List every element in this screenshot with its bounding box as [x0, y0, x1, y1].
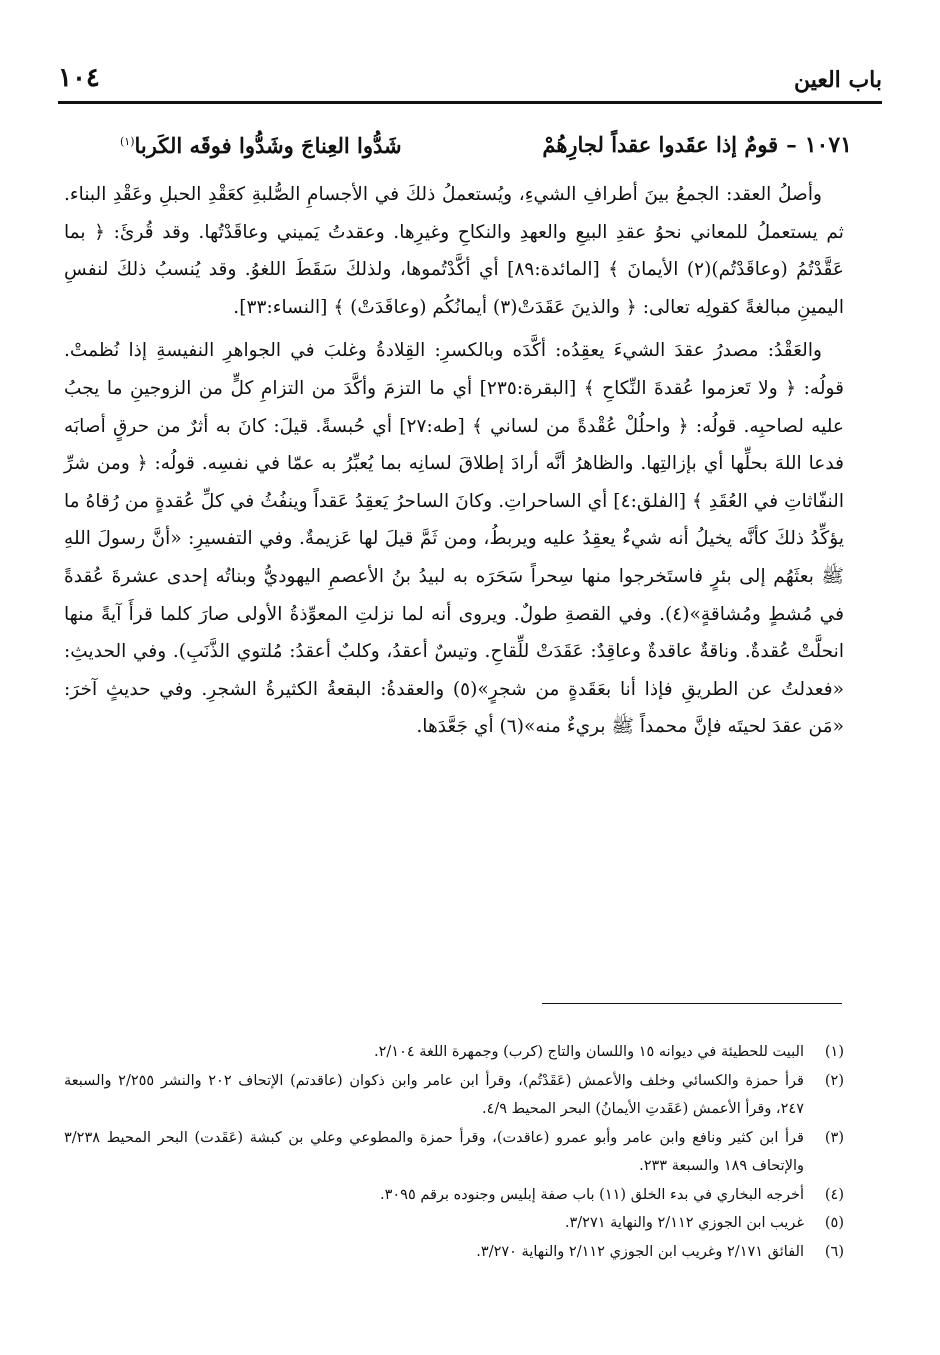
- footnote-3: [64, 1124, 844, 1181]
- footnote-text: الفائق ٢/١٧١ وغريب ابن الجوزي ٢/١١٢ والنهاية ٣/٢٧٠.: [476, 1243, 804, 1260]
- footnote-text: قرأ حمزة والكسائي وخلف والأعمش (عَقَدْتُم)، وقرأ ابن عامر وابن ذكوان (عاقدتم) الإتحاف ٢٠٢ والنشر ٢/٢٥٥ والسبعة ٢٤٧، وقرأ الأعمش (عَقَدتِ الأيمانُ) البحر المحيط ٤/٩.: [64, 1072, 804, 1117]
- paragraph-2: والعَقْدُ: مصدرُ عقدَ الشيءَ يعقِدُه: أكَّدَه وبالكسرِ: القِلادةُ وغلبَ في الجواهرِ النفيسةِ إذا نُظمتْ. قولُه: ﴿ ولا تَعزموا عُقدةَ النِّكاحِ ﴾ [البقرة:٢٣٥] أي ما التزمَ وأكَّدَ من التزامِ كلٍّ من الزوجينِ ما يجبُ عليه لصاحبِه. قولُه: ﴿ واحلُلْ عُقْدةً من لساني ﴾ [طه:٢٧] أي حُبسةً. قيلَ: كانَ به أثرٌ من حرقٍ أصابَه فدعا اللهَ بحلِّها أي بإزالتِها. والظاهرُ أنَّه أرادَ إطلاقَ لسانِه بما يُعبِّرُ به عمّا في نفسِه. قولُه: ﴿ ومن شرِّ النفّاثاتِ في العُقَدِ ﴾ [الفلق:٤] أي الساحراتِ. وكانَ الساحرُ يَعقِدُ عَقداً وينفُثُ في كلِّ عُقدةٍ من رُقاهُ ما يؤكِّدُ ذلكَ كأنَّه يخيلُ أنه شيءٌ يعقِدُ عليه ويربطُ، ومن ثَمَّ قيلَ لها عَزيمةٌ. وفي التفسيرِ: «أنَّ رسولَ اللهِ ﷺ بعثَهُم إلى بئرٍ فاستَخرجوا منها سِحراً سَحَرَه به لبيدُ بنُ الأعصمِ اليهوديُّ وبناتُه إحدى عشرةَ عُقدةً في مُشطٍ ومُشاقةٍ»(٤). وفي القصةِ طولٌ. ويروى أنه لما نزلتِ المعوِّذةُ الأولى صارَ كلما قرأَ آيةً منها انحلَّتْ عُقدةٌ. وناقةٌ عاقدةٌ وعاقِدٌ: عَقَدَتْ للِّقاحِ. وتيسٌ أعقدُ، وكلبٌ أعقدُ: مُلتوي الذَّنَبِ). وفي الحديثِ: «فعدلتُ عن الطريقِ فإذا أنا بعَقَدةٍ من شجرٍ»(٥) والعقدةُ: البقعةُ الكثيرةُ الشجرِ. وفي حديثٍ آخرَ: «مَن عقدَ لحيتَه فإنَّ محمداً ﷺ بريءٌ منه»(٦) أي جَعَّدَها.: [64, 340, 845, 738]
- body-text: [64, 176, 844, 746]
- footnote-4: [64, 1181, 844, 1210]
- footnote-number: (٦): [824, 1243, 844, 1260]
- footnote-number: (٤): [824, 1186, 844, 1203]
- header-rule: [58, 101, 882, 104]
- footnote-number: (٢): [824, 1072, 844, 1089]
- footnote-text: قرأ ابن كثير ونافع وابن عامر وأبو عمرو (عاقدت)، وقرأ حمزة والمطوعي وعلي بن كبشة (عَقَدت) البحر المحيط ٣/٢٣٨ والإتحاف ١٨٩ والسبعة ٢٣٣.: [64, 1129, 804, 1174]
- verse-number: ١٠٧١: [804, 132, 852, 158]
- footnote-text: غريب ابن الجوزي ٢/١١٢ والنهاية ٣/٢٧١.: [564, 1215, 804, 1231]
- running-header: [58, 55, 882, 93]
- footnote-5: [64, 1209, 844, 1238]
- verse-first-half: [542, 132, 852, 158]
- footnote-rule: [542, 1003, 842, 1004]
- verse-line: [120, 126, 852, 164]
- footnote-6: [64, 1238, 844, 1267]
- footnotes: [64, 1038, 844, 1266]
- footnote-number: (٥): [824, 1215, 844, 1231]
- paragraph-1: وأصلُ العقد: الجمعُ بينَ أطرافِ الشيءِ، ويُستعملُ ذلكَ في الأجسامِ الصُّلبةِ كعَقْدِ الحبلِ وعَقْدِ البناء. ثم يستعملُ للمعاني نحوُ عقدِ البيعِ والعهدِ والنكاحِ وغيرِها. وعقدتُ يَميني وعاقَدْتُها. وقد قُرئَ: ﴿ بما عَقَّدْتُمُ (وعاقَدْتُم)(٢) الأيمانَ ﴾ [المائدة:٨٩] أي أكَّدْتُموها، ولذلكَ سَقَطَ اللغوُ. وقد يُنسبُ ذلكَ لنفسِ اليمينِ مبالغةً كقولِه تعالى: ﴿ والذينَ عَقَدَتْ(٣) أيمانُكُم (وعاقَدَتْ) ﴾ [النساء:٣٣].: [64, 184, 844, 318]
- section-title: باب العين: [793, 67, 882, 93]
- footnote-number: (١): [824, 1044, 844, 1060]
- verse-second-half: [120, 133, 402, 158]
- page-number: ١٠٤: [58, 63, 100, 93]
- footnote-2: [64, 1067, 844, 1124]
- footnote-text: أخرجه البخاري في بدء الخلق (١١) باب صفة إبليس وجنوده برقم ٣٠٩٥.: [380, 1186, 804, 1203]
- footnote-1: [64, 1038, 844, 1067]
- footnote-text: البيت للحطيئة في ديوانه ١٥ واللسان والتاج (كرب) وجمهرة اللغة ٢/١٠٤.: [374, 1044, 804, 1060]
- footnote-ref: (١): [120, 134, 135, 148]
- footnote-number: (٣): [824, 1129, 844, 1146]
- hemistich-2: شَدُّوا العِناجَ وشَدُّوا فوقَه الكَربا: [134, 132, 402, 158]
- verse-dash: –: [786, 132, 797, 157]
- hemistich-1: قومٌ إذا عقَدوا عقداً لجارِهُمْ: [542, 132, 779, 157]
